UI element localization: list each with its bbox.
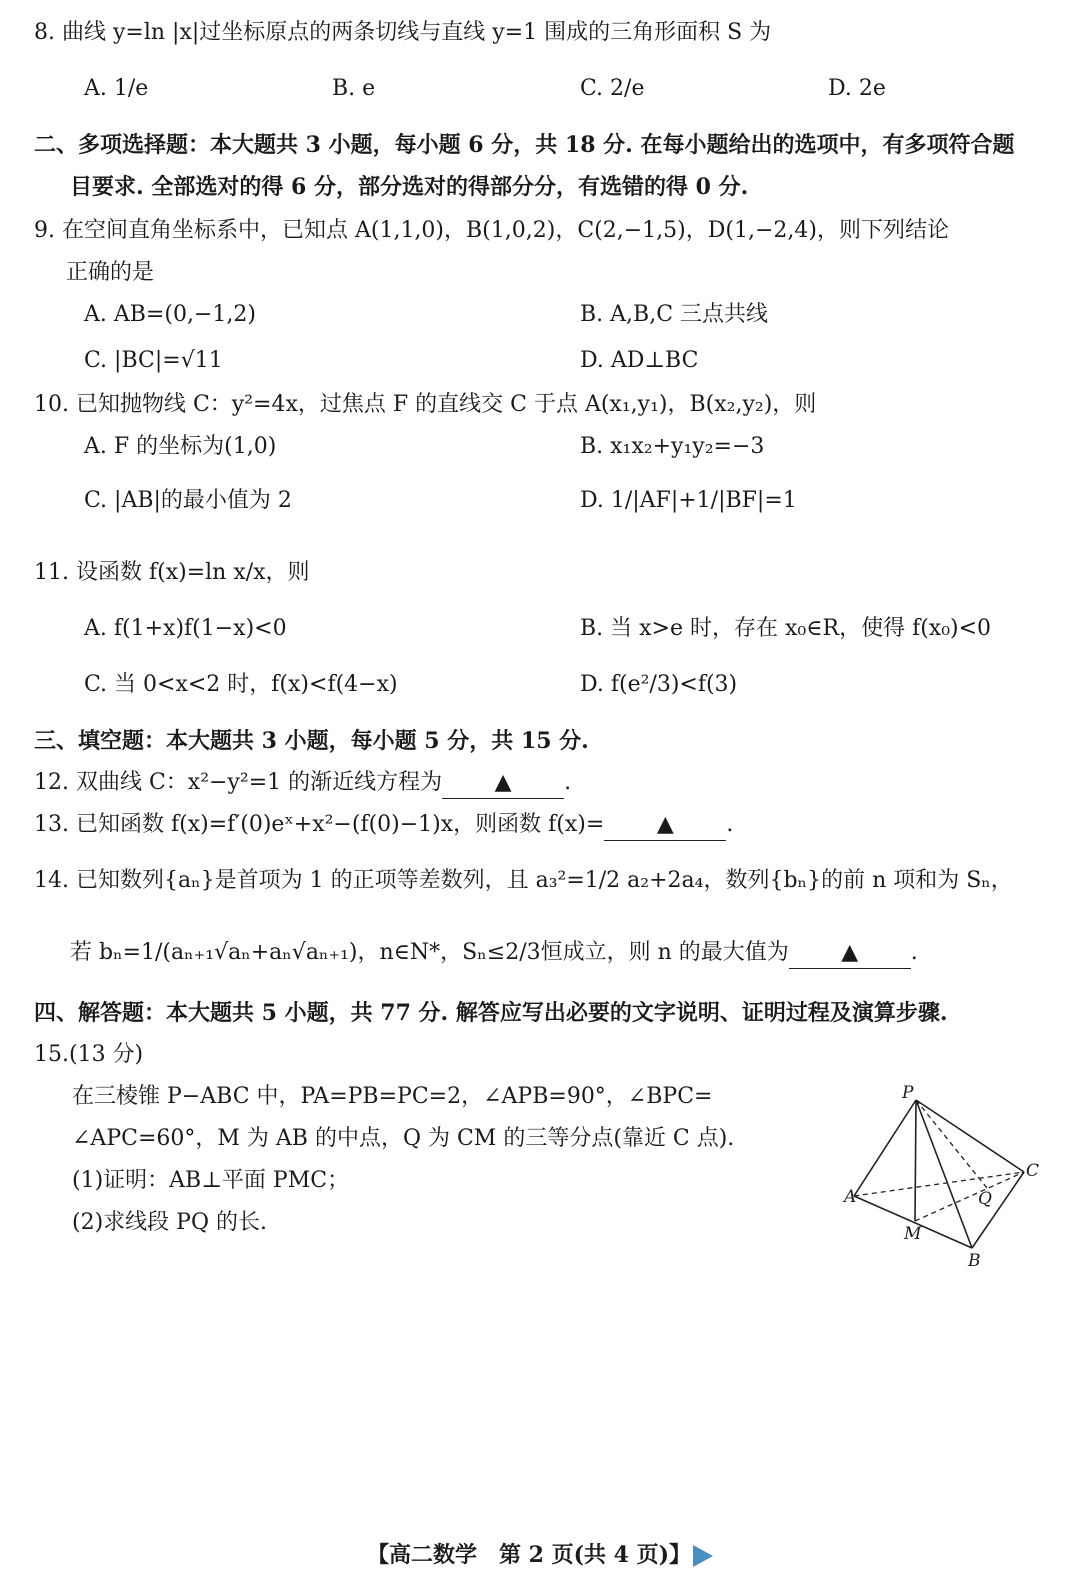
label-b: B (968, 1251, 981, 1271)
q15-head: 15.(13 分) (34, 1042, 144, 1067)
edge-pb (916, 1100, 972, 1248)
q8-stem: 8. 曲线 y=ln |x|过坐标原点的两条切线与直线 y=1 围成的三角形面积 S 为 (34, 20, 772, 45)
q10-option-a: A. F 的坐标为(1,0) (84, 434, 277, 459)
label-c: C (1026, 1161, 1040, 1181)
q9-option-d: D. AD⊥BC (580, 348, 699, 373)
q13-stem: 13. 已知函数 f(x)=f′(0)eˣ+x²−(f(0)−1)x，则函数 f(x)= (34, 812, 605, 837)
q15-stem-line2: ∠APC=60°，M 为 AB 的中点，Q 为 CM 的三等分点(靠近 C 点). (72, 1126, 735, 1151)
q11-stem: 11. 设函数 f(x)=ln x/x，则 (34, 560, 310, 585)
q12-line (34, 768, 571, 799)
q15-part2: (2)求线段 PQ 的长. (72, 1210, 267, 1235)
q9-option-c: C. |BC|=√11 (84, 348, 223, 373)
answer-triangle-icon: ▲ (494, 770, 512, 795)
label-m: M (904, 1224, 922, 1244)
label-a: A (844, 1187, 857, 1207)
q8-option-a: A. 1/e (84, 76, 149, 101)
q14-stem-line1: 14. 已知数列{aₙ}是首项为 1 的正项等差数列，且 a₃²=1/2 a₂+2a₄，数列{bₙ}的前 n 项和为 Sₙ， (34, 868, 1013, 893)
section3-heading: 三、填空题：本大题共 3 小题，每小题 5 分，共 15 分. (34, 728, 589, 754)
q13-line (34, 810, 733, 841)
label-p: P (902, 1083, 914, 1103)
section2-heading-line1: 二、多项选择题：本大题共 3 小题，每小题 6 分，共 18 分. 在每小题给出的选项中，有多项符合题 (34, 132, 1015, 158)
q10-option-b: B. x₁x₂+y₁y₂=−3 (580, 434, 765, 459)
q11-option-a: A. f(1+x)f(1−x)<0 (84, 616, 287, 641)
q13-answer-blank (604, 810, 726, 841)
label-q: Q (978, 1189, 992, 1209)
section4-heading: 四、解答题：本大题共 5 小题，共 77 分. 解答应写出必要的文字说明、证明过程及演算步骤. (34, 1000, 948, 1026)
q14-answer-blank (789, 938, 911, 969)
answer-triangle-icon: ▲ (841, 940, 859, 965)
q10-option-c: C. |AB|的最小值为 2 (84, 488, 292, 513)
q14-stem-line2: 若 bₙ=1/(aₙ₊₁√aₙ+aₙ√aₙ₊₁)，n∈N*，Sₙ≤2/3恒成立，则 n 的最大值为 (70, 940, 789, 965)
q12-answer-blank (442, 768, 564, 799)
q11-option-d: D. f(e²/3)<f(3) (580, 672, 738, 697)
q11-option-b: B. 当 x>e 时，存在 x₀∈R，使得 f(x₀)<0 (580, 616, 992, 641)
q13-end: . (726, 812, 734, 837)
q14-end: . (910, 940, 918, 965)
q10-stem: 10. 已知抛物线 C：y²=4x，过焦点 F 的直线交 C 于点 A(x₁,y₁)，B(x₂,y₂)，则 (34, 392, 817, 417)
q12-end: . (564, 770, 572, 795)
q9-stem-line1: 9. 在空间直角坐标系中，已知点 A(1,1,0)，B(1,0,2)，C(2,−1,5)，D(1,−2,4)，则下列结论 (34, 218, 949, 243)
pyramid-figure (846, 1082, 1062, 1278)
q10-option-d: D. 1/|AF|+1/|BF|=1 (580, 488, 797, 513)
q9-option-b: B. A,B,C 三点共线 (580, 302, 769, 327)
answer-triangle-icon: ▲ (656, 812, 674, 837)
arrow-right-icon (693, 1545, 713, 1567)
page-footer (0, 1538, 1080, 1569)
segment-pm (915, 1100, 916, 1221)
footer-text: 【高二数学 第 2 页(共 4 页)】 (366, 1542, 692, 1568)
q14-line2 (70, 938, 918, 969)
section2-heading-line2: 目要求. 全部选对的得 6 分，部分选对的得部分分，有选错的得 0 分. (70, 174, 749, 200)
q9-stem-line2: 正确的是 (66, 260, 155, 285)
q15-stem-line1: 在三棱锥 P−ABC 中，PA=PB=PC=2，∠APB=90°，∠BPC= (72, 1084, 713, 1109)
edge-pa (854, 1100, 916, 1196)
q11-option-c: C. 当 0<x<2 时，f(x)<f(4−x) (84, 672, 398, 697)
edge-pc (916, 1100, 1024, 1172)
q8-option-c: C. 2/e (580, 76, 645, 101)
q8-option-d: D. 2e (828, 76, 886, 101)
q9-option-a: A. AB=(0,−1,2) (84, 302, 256, 327)
segment-pq-hidden (916, 1100, 987, 1188)
q8-option-b: B. e (332, 76, 376, 101)
q15-part1: (1)证明：AB⊥平面 PMC； (72, 1168, 350, 1193)
q12-stem: 12. 双曲线 C：x²−y²=1 的渐近线方程为 (34, 770, 443, 795)
